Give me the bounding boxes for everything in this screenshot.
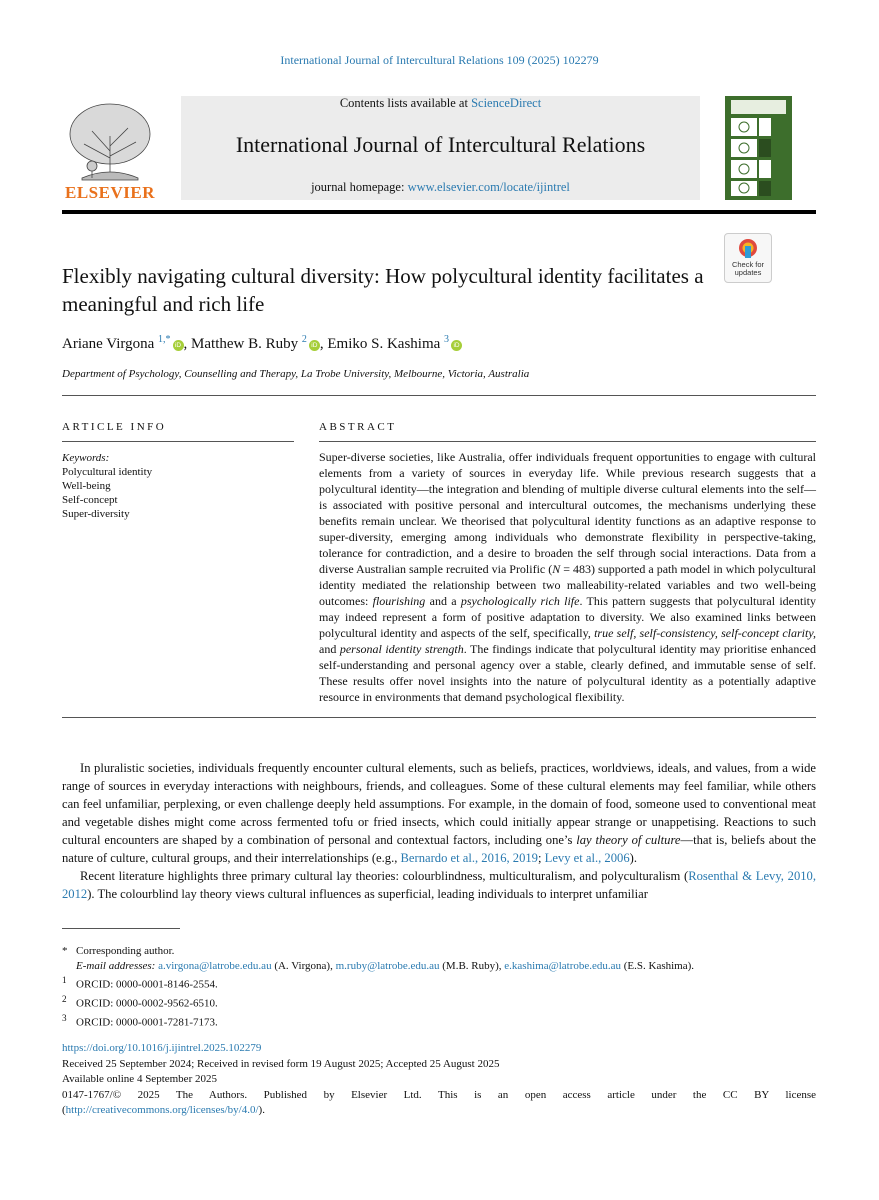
footnote-orcid: $^2$ ORCID: 0000-0002-9562-6510. xyxy=(62,994,218,1010)
orcid-icon[interactable]: iD xyxy=(309,340,320,351)
author-affiliation-mark[interactable]: 3 xyxy=(444,334,450,345)
reference-link[interactable]: Rosenthal & Levy, 2010, 2012 xyxy=(62,869,816,901)
journal-name: International Journal of Intercultural Relations xyxy=(235,132,646,157)
body-paragraph: Recent literature highlights three primary cultural lay theories: colourblindness, multiculturalism, and polyculturalism (Rosenthal & Levy, 2010, 2012). The colourblind lay theory views cultural influences as superficial, leading individuals to interpret unfamiliar xyxy=(62,869,816,901)
elsevier-wordmark: ELSEVIER xyxy=(65,183,155,202)
abstract-text: Super-diverse societies, like Australia, offer individuals frequent opportunities to engage with cultural elements from a variety of sources in everyday life. While previous research suggests that a polycultural identity—the integration and blending of multiple diverse cultural elements into the self—is associated with positive personal and intercultural outcomes, the mechanisms underlying these benefits remain unclear. We theorised that polycultural identity functions as an adaptive response to super-diversity, emerging among individuals who demonstrate flexibility in perspective-taking, tolerance for contradiction, and a desire to broaden the self through social interactions. Data from a diverse Australian sample recruited via Prolific (N = 483) supported a path model in which polycultural identity mediated the relationship between two malleability-related variables and two well-being outcomes: flourishing and a psychologically rich life. This pattern suggests that polycultural identity may indeed represent a form of positive adaptation to diversity. We also examined links between polycultural identity and aspects of the self, specifically, true self, self-consistency, self-concept clarity, and personal identity strength. The findings indicate that polycultural identity may prioritise enhanced self-understanding and personal agency over a stable, clearly defined, and immutable sense of self. These results offer novel insights into the nature of polycultural identity as a potentially adaptive resource in environments that demand psychological flexibility. xyxy=(319,450,817,704)
email-link[interactable]: a.virgona@latrobe.edu.au xyxy=(158,959,272,972)
keywords-list xyxy=(62,451,152,521)
author-list: Ariane Virgona $^{1,*}$iD , Matthew B. Ruby $^2$iD , Emiko S. Kashima $^3$iD xyxy=(62,334,462,353)
author-name[interactable]: Ariane Virgona xyxy=(62,336,155,352)
email-link[interactable]: e.kashima@latrobe.edu.au xyxy=(504,959,622,972)
keyword: Well-being xyxy=(62,480,111,492)
author-affiliation-mark[interactable]: 2 xyxy=(301,334,307,345)
keywords-label: Keywords: xyxy=(62,452,110,464)
orcid-icon[interactable]: iD xyxy=(451,340,462,351)
author-affiliation-mark[interactable]: 1,* xyxy=(158,334,171,345)
journal-citation[interactable]: International Journal of Intercultural Relations 109 (2025) 102279 xyxy=(280,53,599,67)
footnote-emails: E-mail addresses: a.virgona@latrobe.edu.au (A. Virgona), m.ruby@latrobe.edu.au (M.B. Ruby), e.kashima@latrobe.edu.au (E.S. Kashima). xyxy=(76,959,695,972)
email-link[interactable]: m.ruby@latrobe.edu.au xyxy=(335,959,440,972)
header-rule xyxy=(62,210,816,214)
keyword: Self-concept xyxy=(62,494,118,506)
article-title: Flexibly navigating cultural diversity: How polycultural identity facilitates a meaningful and rich life xyxy=(62,264,704,316)
journal-cover-thumbnail xyxy=(725,96,792,200)
author-name[interactable]: Emiko S. Kashima xyxy=(327,336,441,352)
affiliation: Department of Psychology, Counselling and Therapy, La Trobe University, Melbourne, Victoria, Australia xyxy=(62,368,530,380)
bookmark-icon xyxy=(738,238,758,260)
divider xyxy=(62,441,294,442)
license-link[interactable]: http://creativecommons.org/licenses/by/4.0/ xyxy=(65,1104,259,1116)
keyword: Super-diversity xyxy=(62,508,130,520)
journal-banner xyxy=(181,96,700,200)
check-for-updates-label: Check for updates xyxy=(731,260,765,277)
homepage-link[interactable]: www.elsevier.com/locate/ijintrel xyxy=(407,180,570,194)
license-line: (http://creativecommons.org/licenses/by/4.0/). xyxy=(62,1104,265,1116)
publication-info xyxy=(62,1041,816,1119)
article-info-heading: ARTICLE INFO xyxy=(62,421,167,433)
footnote-orcid: $^1$ ORCID: 0000-0001-8146-2554. xyxy=(62,975,218,991)
check-for-updates-button[interactable] xyxy=(724,233,772,283)
received-dates: Received 25 September 2024; Received in revised form 19 August 2025; Accepted 25 August 2025 xyxy=(62,1057,500,1070)
author-name[interactable]: Matthew B. Ruby xyxy=(191,336,299,352)
footnotes xyxy=(62,944,816,1030)
footnote-corresponding: * Corresponding author. xyxy=(62,945,175,957)
orcid-icon[interactable]: iD xyxy=(173,340,184,351)
divider xyxy=(62,395,816,396)
copyright-line: 0147-1767/© 2025 The Authors. Published by Elsevier Ltd. This is an open access article under the CC BY license xyxy=(62,1088,816,1101)
divider xyxy=(62,717,816,718)
doi-link[interactable]: https://doi.org/10.1016/j.ijintrel.2025.102279 xyxy=(62,1042,262,1054)
journal-homepage: journal homepage: www.elsevier.com/locate/ijintrel xyxy=(311,180,570,194)
body-text xyxy=(62,759,816,903)
divider xyxy=(319,441,816,442)
body-paragraph: In pluralistic societies, individuals frequently encounter cultural elements, such as beliefs, practices, worldviews, ideals, and values, from a wide range of sources in everyday interactions with neighbours, friends, and colleagues. Some of these cultural elements may feel familiar, while others can feel unfamiliar, perplexing, or even challenge deeply held assumptions. For example, in the domain of food, someone used to conventional meat and vegetable dishes might come across fermented tofu or fried insects, which could initially appear strange or unappetising. Reactions to such cultural encounters are shaped by a combination of personal and contextual factors, including one’s lay theory of culture—that is, beliefs about the nature of culture, cultural groups, and their interrelationships (e.g., Bernardo et al., 2016, 2019; Levy et al., 2006). xyxy=(62,761,816,865)
online-date: Available online 4 September 2025 xyxy=(62,1073,217,1085)
keyword: Polycultural identity xyxy=(62,466,153,478)
sciencedirect-link[interactable]: ScienceDirect xyxy=(471,96,542,110)
contents-line: Contents lists available at ScienceDirect xyxy=(339,96,542,110)
reference-link[interactable]: Bernardo et al., 2016, 2019 xyxy=(400,851,538,865)
abstract-heading: ABSTRACT xyxy=(319,421,397,433)
footnote-orcid: $^3$ ORCID: 0000-0001-7281-7173. xyxy=(62,1013,218,1029)
reference-link[interactable]: Levy et al., 2006 xyxy=(544,851,630,865)
footnote-rule xyxy=(62,928,180,929)
